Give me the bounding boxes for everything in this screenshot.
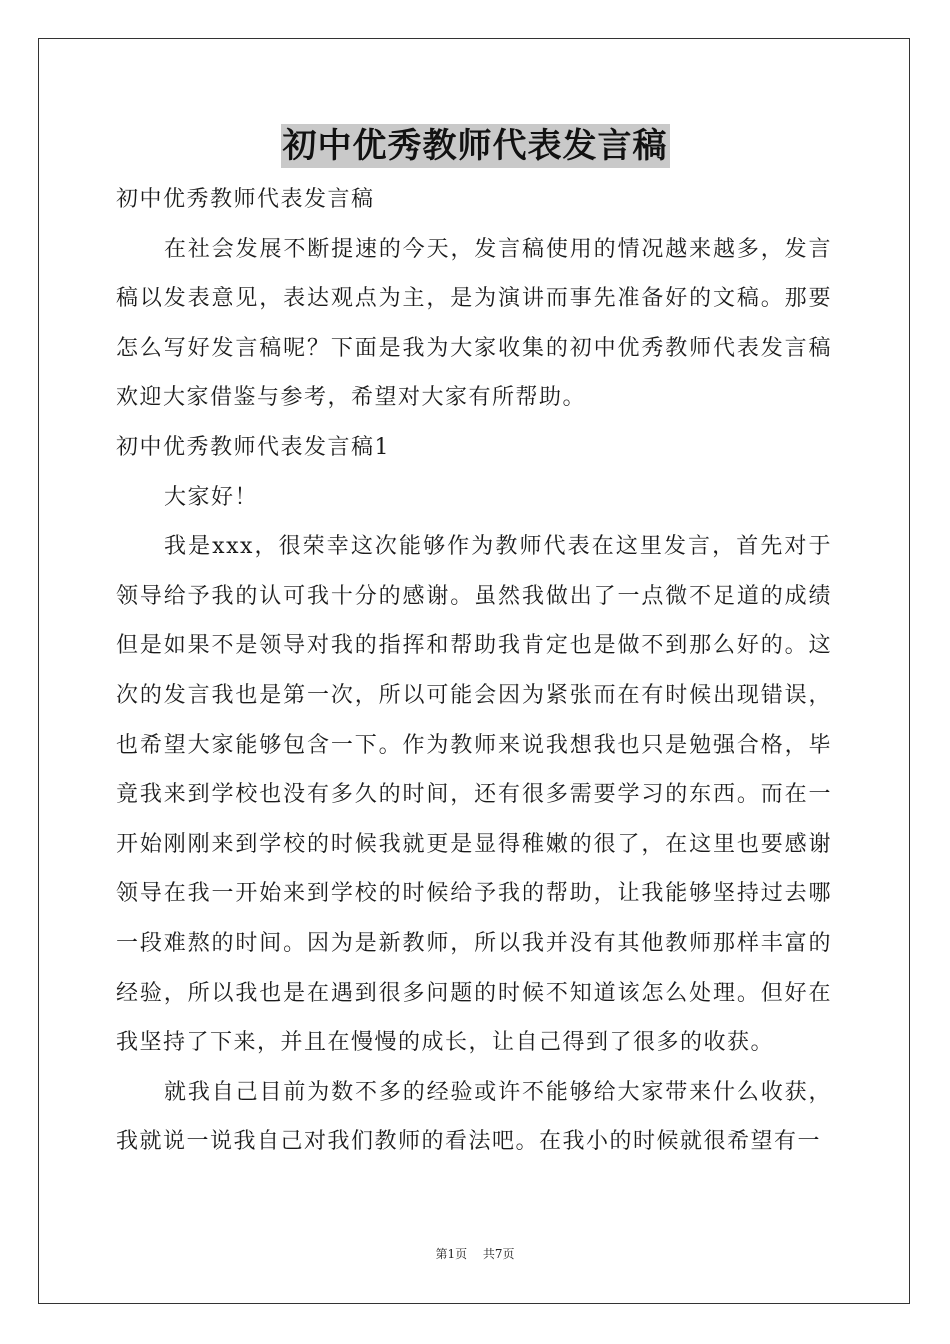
paragraph: 我是xxx，很荣幸这次能够作为教师代表在这里发言，首先对于领导给予我的认可我十分的感谢。虽然我做出了一点微不足道的成绩但是如果不是领导对我的指挥和帮助我肯定也是做不到那么好的。这次的发言我也是第一次，所以可能会因为紧张而在有时候出现错误，也希望大家能够包含一下。作为教师来说我想我也只是勉强合格，毕竟我来到学校也没有多久的时间，还有很多需要学习的东西。而在一开始刚刚来到学校的时候我就更是显得稚嫩的很了，在这里也要感谢领导在我一开始来到学校的时候给予我的帮助，让我能够坚持过去哪一段难熬的时间。因为是新教师，所以我并没有其他教师那样丰富的经验，所以我也是在遇到很多问题的时候不知道该怎么处理。但好在我坚持了下来，并且在慢慢的成长，让自己得到了很多的收获。 <box>116 534 832 1056</box>
paragraph: 就我自己目前为数不多的经验或许不能够给大家带来什么收获，我就说一说我自己对我们教师的看法吧。在我小的时候就很希望有一 <box>116 1079 832 1155</box>
page-number-total: 共7页 <box>482 1247 515 1261</box>
page-number-current: 第1页 <box>435 1247 468 1261</box>
title-wrap <box>0 124 950 168</box>
paragraph: 初中优秀教师代表发言稿 <box>116 187 375 212</box>
paragraph: 在社会发展不断提速的今天，发言稿使用的情况越来越多，发言稿以发表意见，表达观点为主，是为演讲而事先准备好的文稿。那要怎么写好发言稿呢？下面是我为大家收集的初中优秀教师代表发言稿欢迎大家借鉴与参考，希望对大家有所帮助。 <box>116 236 832 411</box>
page-footer <box>0 1246 950 1262</box>
document-title: 初中优秀教师代表发言稿 <box>282 126 668 166</box>
document-body <box>116 175 832 1167</box>
paragraph: 初中优秀教师代表发言稿1 <box>116 434 390 460</box>
paragraph: 大家好！ <box>164 484 259 510</box>
